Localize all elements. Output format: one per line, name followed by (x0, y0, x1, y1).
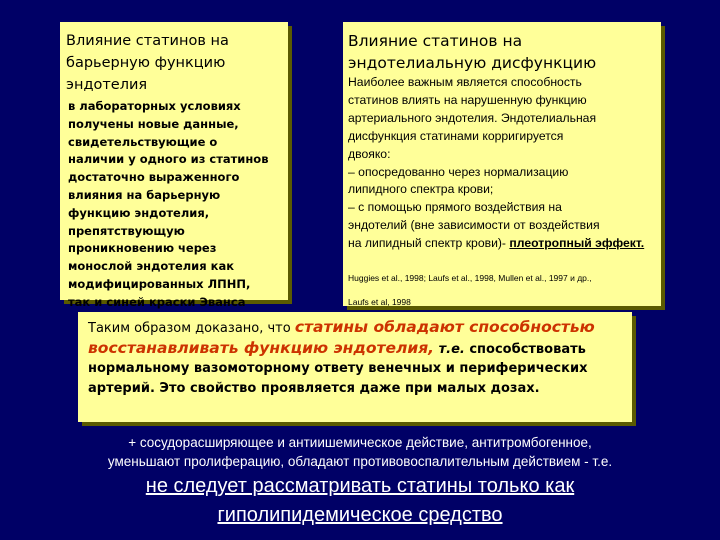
conclusion-intro: Таким образом доказано, что (88, 321, 295, 336)
dysfunction-panel-title: Влияние статинов на эндотелиальную дисфункцию (348, 32, 597, 72)
dysfunction-panel-body (348, 74, 658, 253)
conclusion-rest: способствовать нормальному вазомоторному ответу венечных и периферических артерий. Это свойство проявляется даже при малых дозах. (88, 341, 588, 396)
conclusion-highlight: статины обладают способностью восстанавливать функцию эндотелия, (88, 318, 595, 357)
barrier-panel-title: Влияние статинов на барьерную функцию эндотелия (66, 33, 229, 93)
statins-barrier-panel (60, 22, 288, 309)
conclusion-panel (78, 312, 632, 422)
statins-dysfunction-panel (343, 22, 661, 306)
barrier-panel-body: в лабораторных условиях получены новые данные, свидетельствующие о наличии у одного из статинов достаточно выраженного влияния на барьерную функцию эндотелия, препятствующую проникновению через монослой эндотелия как модифицированных ЛПНП, так и синей краски Эванса (68, 99, 269, 309)
pleotropic-effect-term: плеотропный эффект. (509, 236, 645, 251)
additional-effects-text: + сосудорасширяющее и антиишемическое действие, антитромбогенное, уменьшают пролиферацию, обладают противовоспалительным действием - т.е. (107, 435, 613, 469)
conclusion-te: т.е. (438, 341, 465, 357)
final-conclusion: не следует рассматривать статины только как гиполипидемическое средство (145, 475, 575, 526)
conclusion-panel-text (88, 318, 628, 398)
references: Huggies et al., 1998; Laufs et al., 1998, Mullen et al., 1997 и др., Laufs et al, 1998 (348, 273, 592, 307)
dysfunction-body-text: Наиболее важным является способность статинов влиять на нарушенную функцию артериального эндотелия. Эндотелиальная дисфункция статинами корригируется двояко: – опосредованно через нормализацию липидного спектра крови; – с помощью прямого воздействия на эндотелий (вне зависимости от воздействия на липидный спектр крови)- (348, 75, 600, 251)
